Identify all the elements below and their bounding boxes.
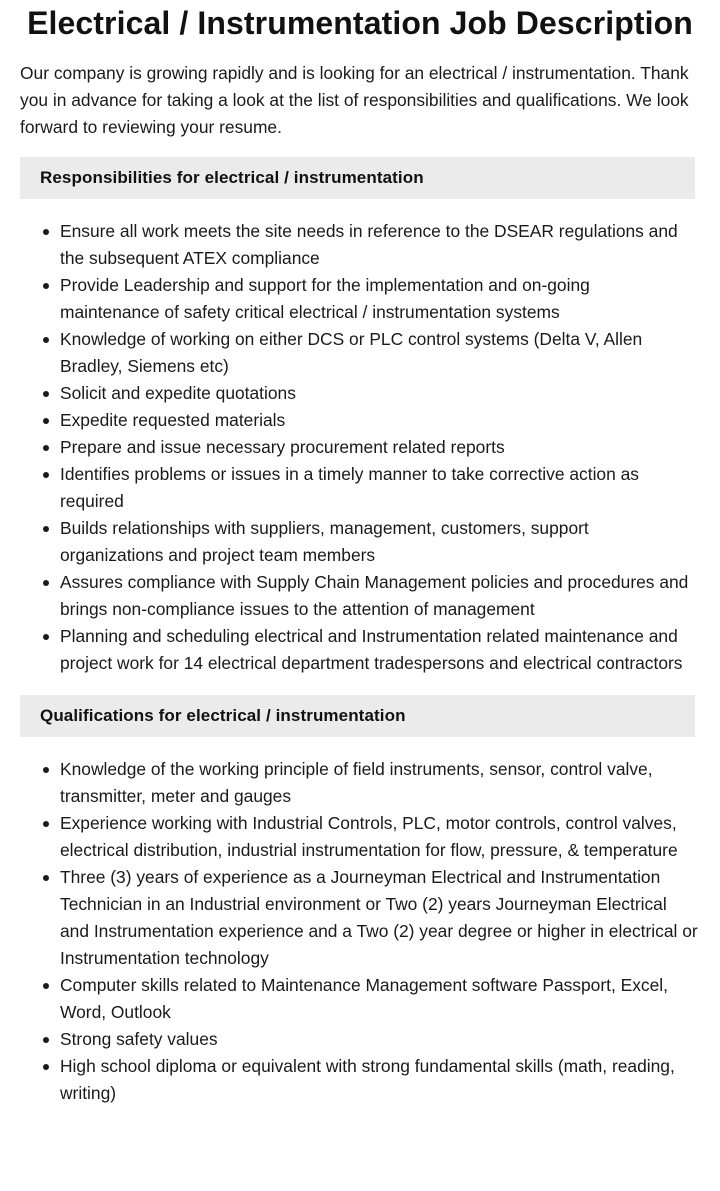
list-item-text: Planning and scheduling electrical and Instrumentation related maintenance and project work for 14 electrical department tradespersons and electrical contractors [60, 626, 683, 673]
bullet-icon [43, 821, 49, 827]
bullet-icon [43, 767, 49, 773]
list-item-text: Computer skills related to Maintenance Management software Passport, Excel, Word, Outlook [60, 975, 668, 1022]
list-item [60, 810, 700, 864]
bullet-icon [43, 337, 49, 343]
list-item [60, 972, 700, 1026]
list-item [60, 864, 700, 972]
qualifications-section-header [20, 695, 695, 737]
list-item-text: Builds relationships with suppliers, management, customers, support organizations and project team members [60, 518, 589, 565]
list-item [60, 515, 700, 569]
responsibilities-list [20, 218, 700, 677]
list-item [60, 756, 700, 810]
page-title: Electrical / Instrumentation Job Description [27, 5, 693, 41]
qualifications-heading: Qualifications for electrical / instrumentation [40, 706, 406, 725]
list-item-text: Expedite requested materials [60, 410, 286, 430]
bullet-icon [43, 1064, 49, 1070]
list-item [60, 1053, 700, 1107]
list-item-text: Knowledge of the working principle of field instruments, sensor, control valve, transmitter, meter and gauges [60, 759, 653, 806]
list-item-text: Ensure all work meets the site needs in reference to the DSEAR regulations and the subsequent ATEX compliance [60, 221, 678, 268]
list-item [60, 218, 700, 272]
list-item [60, 272, 700, 326]
list-item [60, 1026, 700, 1053]
bullet-icon [43, 391, 49, 397]
responsibilities-heading: Responsibilities for electrical / instrumentation [40, 168, 424, 187]
bullet-icon [43, 875, 49, 881]
list-item [60, 380, 700, 407]
list-item-text: Strong safety values [60, 1029, 218, 1049]
bullet-icon [43, 580, 49, 586]
bullet-icon [43, 1037, 49, 1043]
list-item-text: Identifies problems or issues in a timely manner to take corrective action as required [60, 464, 639, 511]
list-item [60, 407, 700, 434]
list-item [60, 569, 700, 623]
list-item [60, 434, 700, 461]
bullet-icon [43, 418, 49, 424]
bullet-icon [43, 445, 49, 451]
list-item-text: Knowledge of working on either DCS or PLC control systems (Delta V, Allen Bradley, Siemens etc) [60, 329, 643, 376]
bullet-icon [43, 634, 49, 640]
list-item [60, 461, 700, 515]
list-item-text: Provide Leadership and support for the implementation and on-going maintenance of safety critical electrical / instrumentation systems [60, 275, 590, 322]
bullet-icon [43, 229, 49, 235]
list-item-text: Experience working with Industrial Controls, PLC, motor controls, control valves, electrical distribution, industrial instrumentation for flow, pressure, & temperature [60, 813, 678, 860]
list-item [60, 623, 700, 677]
intro-paragraph: Our company is growing rapidly and is looking for an electrical / instrumentation. Thank you in advance for taking a look at the list of responsibilities and qualifications. We look forward to reviewing your resume. [20, 63, 689, 137]
list-item-text: Three (3) years of experience as a Journeyman Electrical and Instrumentation Technician in an Industrial environment or Two (2) years Journeyman Electrical and Instrumentation experience and a Two (2) year degree or higher in electrical or Instrumentation technology [60, 867, 698, 968]
responsibilities-section-header [20, 157, 695, 199]
bullet-icon [43, 283, 49, 289]
qualifications-list [20, 756, 700, 1107]
bullet-icon [43, 472, 49, 478]
list-item-text: Assures compliance with Supply Chain Management policies and procedures and brings non-compliance issues to the attention of management [60, 572, 689, 619]
list-item-text: High school diploma or equivalent with strong fundamental skills (math, reading, writing) [60, 1056, 675, 1103]
bullet-icon [43, 526, 49, 532]
list-item [60, 326, 700, 380]
list-item-text: Solicit and expedite quotations [60, 383, 296, 403]
list-item-text: Prepare and issue necessary procurement related reports [60, 437, 505, 457]
bullet-icon [43, 983, 49, 989]
